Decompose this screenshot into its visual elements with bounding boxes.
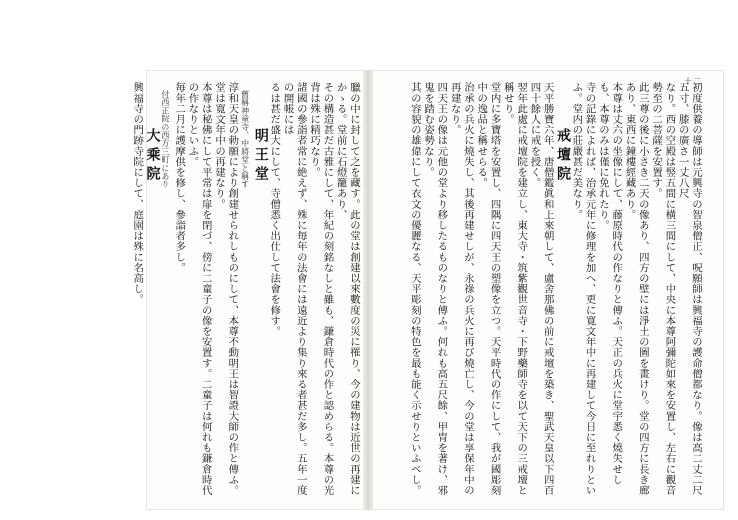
text-column: なり。西の空殿は竪五間に横三間にして、中央に本尊阿彌陀如來を安置し、左右に觀音勢至の二菩薩を安置す。 xyxy=(650,82,676,496)
text-column: 治承の兵火に燒失し、其後再建せしが、永祿の兵火に再び燒亡し、今の堂は享保年中の再建なり。 xyxy=(448,82,474,496)
text-column: 本尊は秘佛にして平常は扉を閉づ、傍に二童子の像を安置す。二童子は何れも鎌倉時代の作なりといふ。 xyxy=(186,82,212,496)
text-column: 堂内に多寶塔を安置し、四隅に四天王の塑像を立つ。天平時代の作にして、我が國彫刻中の逸品と稱せらる。 xyxy=(475,82,501,496)
left-page-text xyxy=(131,82,360,500)
section-heading: 明王堂 xyxy=(252,128,269,185)
text-column: るは甚だ盛大にして、寺僧悉く出仕して法會を修す。 xyxy=(268,82,281,337)
section-note: 舊稱神童寺、中將堂と稱す xyxy=(240,90,250,189)
text-column: 四天王の像は元他の堂より移したるものなりと傳ふ。何れも高五尺餘、甲冑を著け、邪鬼を踏む姿勢なり。 xyxy=(422,82,448,496)
text-column: 毎年二月に護摩供を修し、參詣者多し。 xyxy=(173,82,186,273)
text-column: 興福寺の門跡寺院にして、庭園は殊に名高し。 xyxy=(131,82,144,305)
text-column: その構造甚だ古雅にして、年紀の刻銘なしと雖も、鎌倉時代の作と認めらる。本尊の光背は殊に精巧なり。 xyxy=(308,82,334,496)
section-note: 付西正院の西方三町にあり xyxy=(160,90,170,189)
text-column: 寺の記錄によれば、治承元年に修理を加へ、更に寛文年中に再建して今日に至れりといふ。堂内の莊嚴甚だ美なり。 xyxy=(570,82,596,496)
text-column: 初度供養の導師は元興寺の智泉僧正、呪願師は興福寺の護命僧都なり。像は高二丈二尺五寸、膝の廣さ一丈八尺 xyxy=(676,82,702,496)
page-number: 十二 xyxy=(684,77,702,86)
text-column: 淳和天皇の勅願により創建せられしものにして、本尊不動明王は智證大師の作と傳ふ。堂は寛文年中の再建なり。 xyxy=(213,82,239,496)
text-column: 臘の中に封して之を藏す。此の堂は創建以來數度の災に罹り、今の建物は近世の再建にかゝる。堂前に石燈籠あり、 xyxy=(334,82,360,496)
section-heading: 戒壇院 xyxy=(555,128,572,185)
text-column: 諸國の參詣者常に絶えず、殊に毎年の法會には遠近より集り來る者甚だ多し。五年一度の開帳には xyxy=(281,82,307,496)
right-page xyxy=(372,70,724,510)
text-column: 翌年此處に戒壇院を建立し、東大寺・筑紫觀世音寺・下野藥師寺を以て天下の三戒壇と稱せり。 xyxy=(501,82,528,496)
section-heading: 大乘院 xyxy=(144,128,161,185)
text-column: 此三尊の後に小さき二天の像あり、四方の壁には淨土の圖を畫けり。堂の四方に長き廊あり、東西に鐘樓經藏あり。 xyxy=(623,82,649,496)
text-column: 天平勝寶六年、唐僧鑑眞和上來朝して、盧舍那佛の前に戒壇を築き、聖武天皇以下四百四十餘人に戒を授く。 xyxy=(528,82,554,496)
right-page-text xyxy=(382,82,702,500)
text-column: 其の容貌の雄偉にして衣文の優麗なる、天平彫刻の特色を最も能く示せりといふべし。 xyxy=(408,82,421,496)
left-page xyxy=(131,70,364,510)
text-column: 本尊は丈六の坐像にして、藤原時代の作なりと傳ふ。天正の兵火に堂宇悉く燒失せしも、本尊のみは僅に免れたり。 xyxy=(596,82,623,485)
